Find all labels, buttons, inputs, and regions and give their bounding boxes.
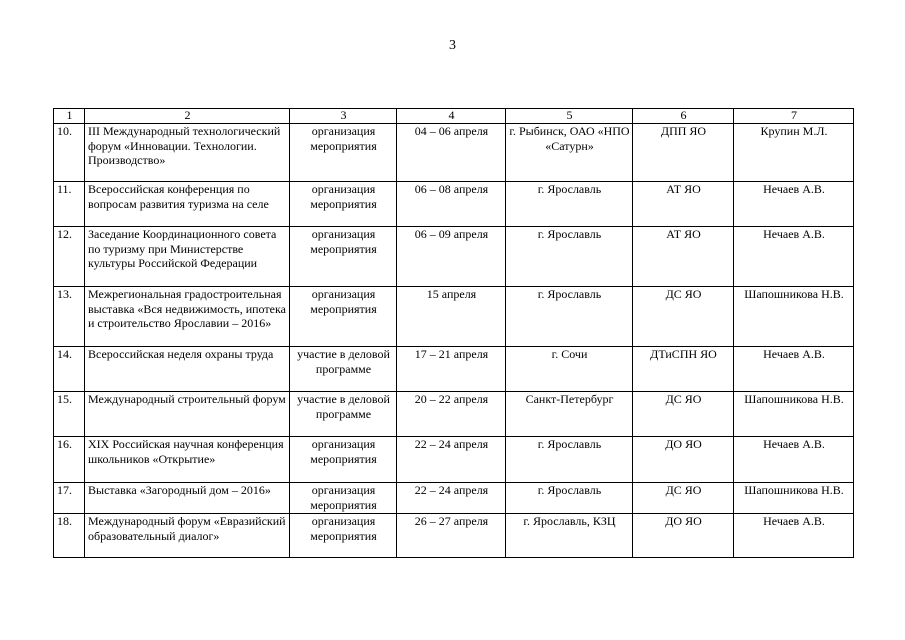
participation-form: организация мероприятия [290,287,397,347]
table-row [54,182,854,227]
participation-form: организация мероприятия [290,124,397,182]
responsible-person: Нечаев А.В. [734,437,854,483]
event-name: Заседание Координационного совета по туризму при Министерстве культуры Российской Федерации [85,227,290,287]
event-name: Межрегиональная градостроительная выставка «Вся недвижимость, ипотека и строительство Ярославии – 2016» [85,287,290,347]
row-number: 18. [54,514,85,558]
row-number: 11. [54,182,85,227]
event-date: 17 – 21 апреля [397,347,506,392]
event-place: г. Ярославль [506,483,633,514]
row-number: 12. [54,227,85,287]
column-header: 6 [633,109,734,124]
event-place: г. Ярославль [506,287,633,347]
events-table [53,108,854,558]
event-date: 26 – 27 апреля [397,514,506,558]
responsible-organization: ДО ЯО [633,514,734,558]
responsible-organization: АТ ЯО [633,182,734,227]
row-number: 13. [54,287,85,347]
responsible-person: Крупин М.Л. [734,124,854,182]
event-date: 22 – 24 апреля [397,483,506,514]
event-name: III Международный технологический форум «Инновации. Технологии. Производство» [85,124,290,182]
participation-form: организация мероприятия [290,483,397,514]
row-number: 17. [54,483,85,514]
responsible-organization: ДС ЯО [633,287,734,347]
header-row [54,109,854,124]
row-number: 15. [54,392,85,437]
responsible-person: Нечаев А.В. [734,227,854,287]
participation-form: участие в деловой программе [290,392,397,437]
responsible-person: Шапошникова Н.В. [734,392,854,437]
responsible-organization: ДПП ЯО [633,124,734,182]
responsible-person: Нечаев А.В. [734,347,854,392]
participation-form: организация мероприятия [290,182,397,227]
event-name: Всероссийская неделя охраны труда [85,347,290,392]
event-place: г. Ярославль, КЗЦ [506,514,633,558]
table-row [54,437,854,483]
responsible-person: Нечаев А.В. [734,182,854,227]
event-place: г. Ярославль [506,182,633,227]
column-header: 4 [397,109,506,124]
row-number: 16. [54,437,85,483]
column-header: 3 [290,109,397,124]
participation-form: организация мероприятия [290,514,397,558]
responsible-organization: ДО ЯО [633,437,734,483]
event-date: 15 апреля [397,287,506,347]
event-date: 06 – 09 апреля [397,227,506,287]
responsible-person: Шапошникова Н.В. [734,483,854,514]
column-header: 2 [85,109,290,124]
responsible-organization: АТ ЯО [633,227,734,287]
table-row [54,227,854,287]
event-name: XIX Российская научная конференция школьников «Открытие» [85,437,290,483]
row-number: 14. [54,347,85,392]
responsible-person: Шапошникова Н.В. [734,287,854,347]
event-name: Международный форум «Евразийский образовательный диалог» [85,514,290,558]
table-row [54,514,854,558]
event-place: Санкт-Петербург [506,392,633,437]
table-row [54,347,854,392]
event-date: 20 – 22 апреля [397,392,506,437]
table-row [54,483,854,514]
column-header: 5 [506,109,633,124]
table-row [54,392,854,437]
row-number: 10. [54,124,85,182]
column-header: 7 [734,109,854,124]
participation-form: организация мероприятия [290,437,397,483]
event-date: 22 – 24 апреля [397,437,506,483]
participation-form: участие в деловой программе [290,347,397,392]
event-name: Международный строительный форум [85,392,290,437]
page-number: 3 [449,38,456,53]
event-place: г. Ярославль [506,227,633,287]
event-name: Всероссийская конференция по вопросам развития туризма на селе [85,182,290,227]
responsible-organization: ДС ЯО [633,483,734,514]
responsible-organization: ДТиСПН ЯО [633,347,734,392]
responsible-person: Нечаев А.В. [734,514,854,558]
table-row [54,124,854,182]
event-place: г. Рыбинск, ОАО «НПО «Сатурн» [506,124,633,182]
event-date: 06 – 08 апреля [397,182,506,227]
table-row [54,287,854,347]
column-header: 1 [54,109,85,124]
event-place: г. Ярославль [506,437,633,483]
participation-form: организация мероприятия [290,227,397,287]
event-name: Выставка «Загородный дом – 2016» [85,483,290,514]
responsible-organization: ДС ЯО [633,392,734,437]
event-place: г. Сочи [506,347,633,392]
event-date: 04 – 06 апреля [397,124,506,182]
